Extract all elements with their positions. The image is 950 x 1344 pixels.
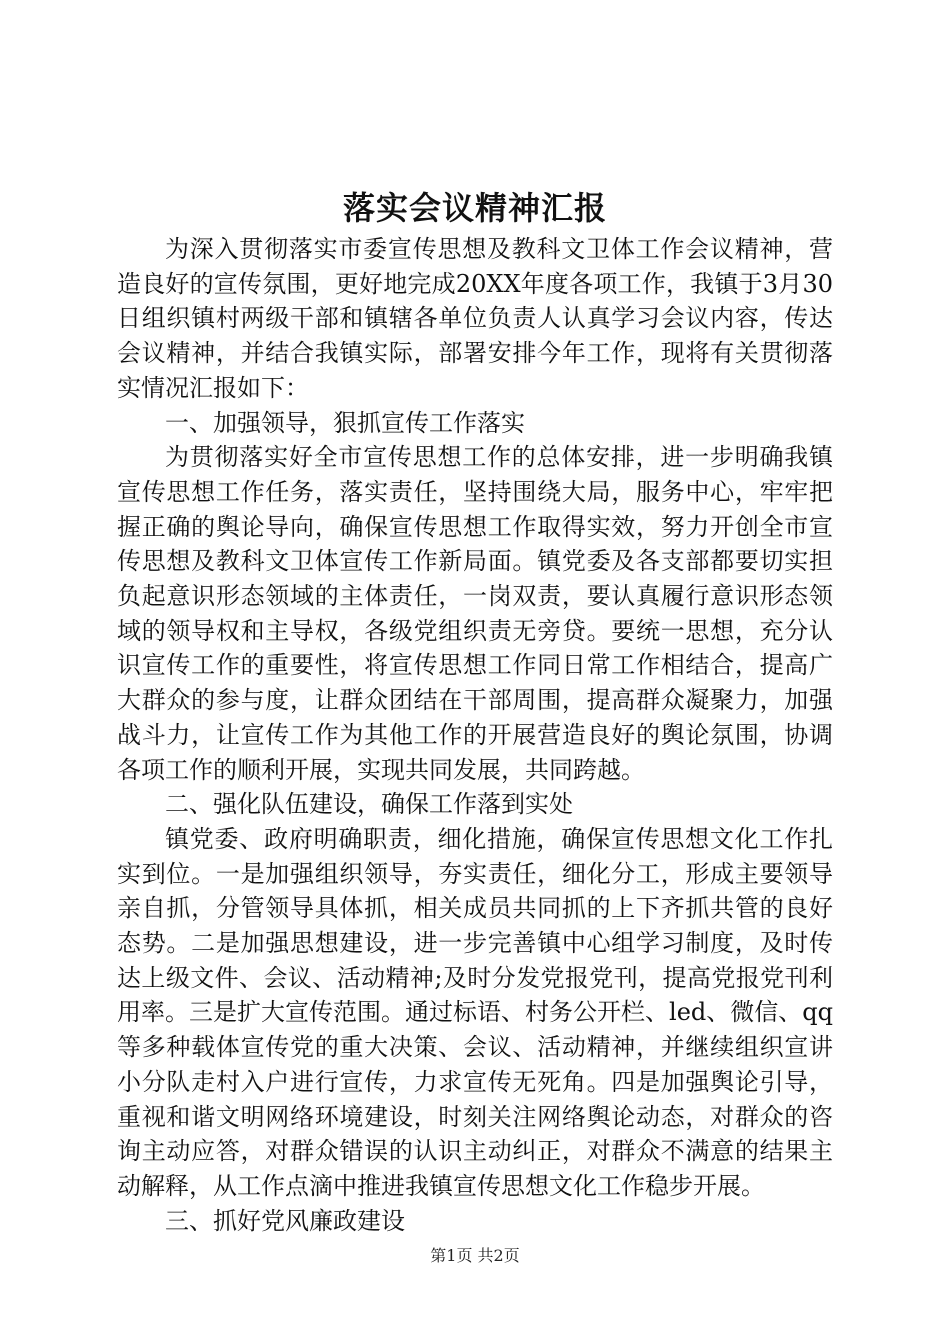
document-body xyxy=(117,232,833,1238)
section-3-heading: 三、抓好党风廉政建设 xyxy=(165,1206,405,1235)
section-1-heading: 一、加强领导，狠抓宣传工作落实 xyxy=(165,408,525,437)
intro-paragraph: 为深入贯彻落实市委宣传思想及教科文卫体工作会议精神，营造良好的宣传氛围，更好地完成20XX年度各项工作，我镇于3月30日组织镇村两级干部和镇辖各单位负责人认真学习会议内容，传达会议精神，并结合我镇实际，部署安排今年工作，现将有关贯彻落实情况汇报如下： xyxy=(117,235,833,402)
section-2-paragraph: 镇党委、政府明确职责，细化措施，确保宣传思想文化工作扎实到位。一是加强组织领导，夯实责任，细化分工，形成主要领导亲自抓，分管领导具体抓，相关成员共同抓的上下齐抓共管的良好态势。二是加强思想建设，进一步完善镇中心组学习制度，及时传达上级文件、会议、活动精神;及时分发党报党刊，提高党报党刊利用率。三是扩大宣传范围。通过标语、村务公开栏、led、微信、qq等多种载体宣传党的重大决策、会议、活动精神，并继续组织宣讲小分队走村入户进行宣传，力求宣传无死角。四是加强舆论引导，重视和谐文明网络环境建设，时刻关注网络舆论动态，对群众的咨询主动应答，对群众错误的认识主动纠正，对群众不满意的结果主动解释，从工作点滴中推进我镇宣传思想文化工作稳步开展。 xyxy=(117,824,833,1200)
page-number-footer: 第1页 共2页 xyxy=(430,1246,520,1265)
document-title: 落实会议精神汇报 xyxy=(342,189,607,227)
section-2-heading: 二、强化队伍建设，确保工作落到实处 xyxy=(165,790,573,819)
section-1-paragraph: 为贯彻落实好全市宣传思想工作的总体安排，进一步明确我镇宣传思想工作任务，落实责任，坚持围绕大局，服务中心，牢牢把握正确的舆论导向，确保宣传思想工作取得实效，努力开创全市宣传思想及教科文卫体宣传工作新局面。镇党委及各支部都要切实担负起意识形态领域的主体责任，一岗双责，要认真履行意识形态领域的领导权和主导权，各级党组织责无旁贷。要统一思想，充分认识宣传工作的重要性，将宣传思想工作同日常工作相结合，提高广大群众的参与度，让群众团结在干部周围，提高群众凝聚力，加强战斗力，让宣传工作为其他工作的开展营造良好的舆论氛围，协调各项工作的顺利开展，实现共同发展，共同跨越。 xyxy=(117,443,833,784)
